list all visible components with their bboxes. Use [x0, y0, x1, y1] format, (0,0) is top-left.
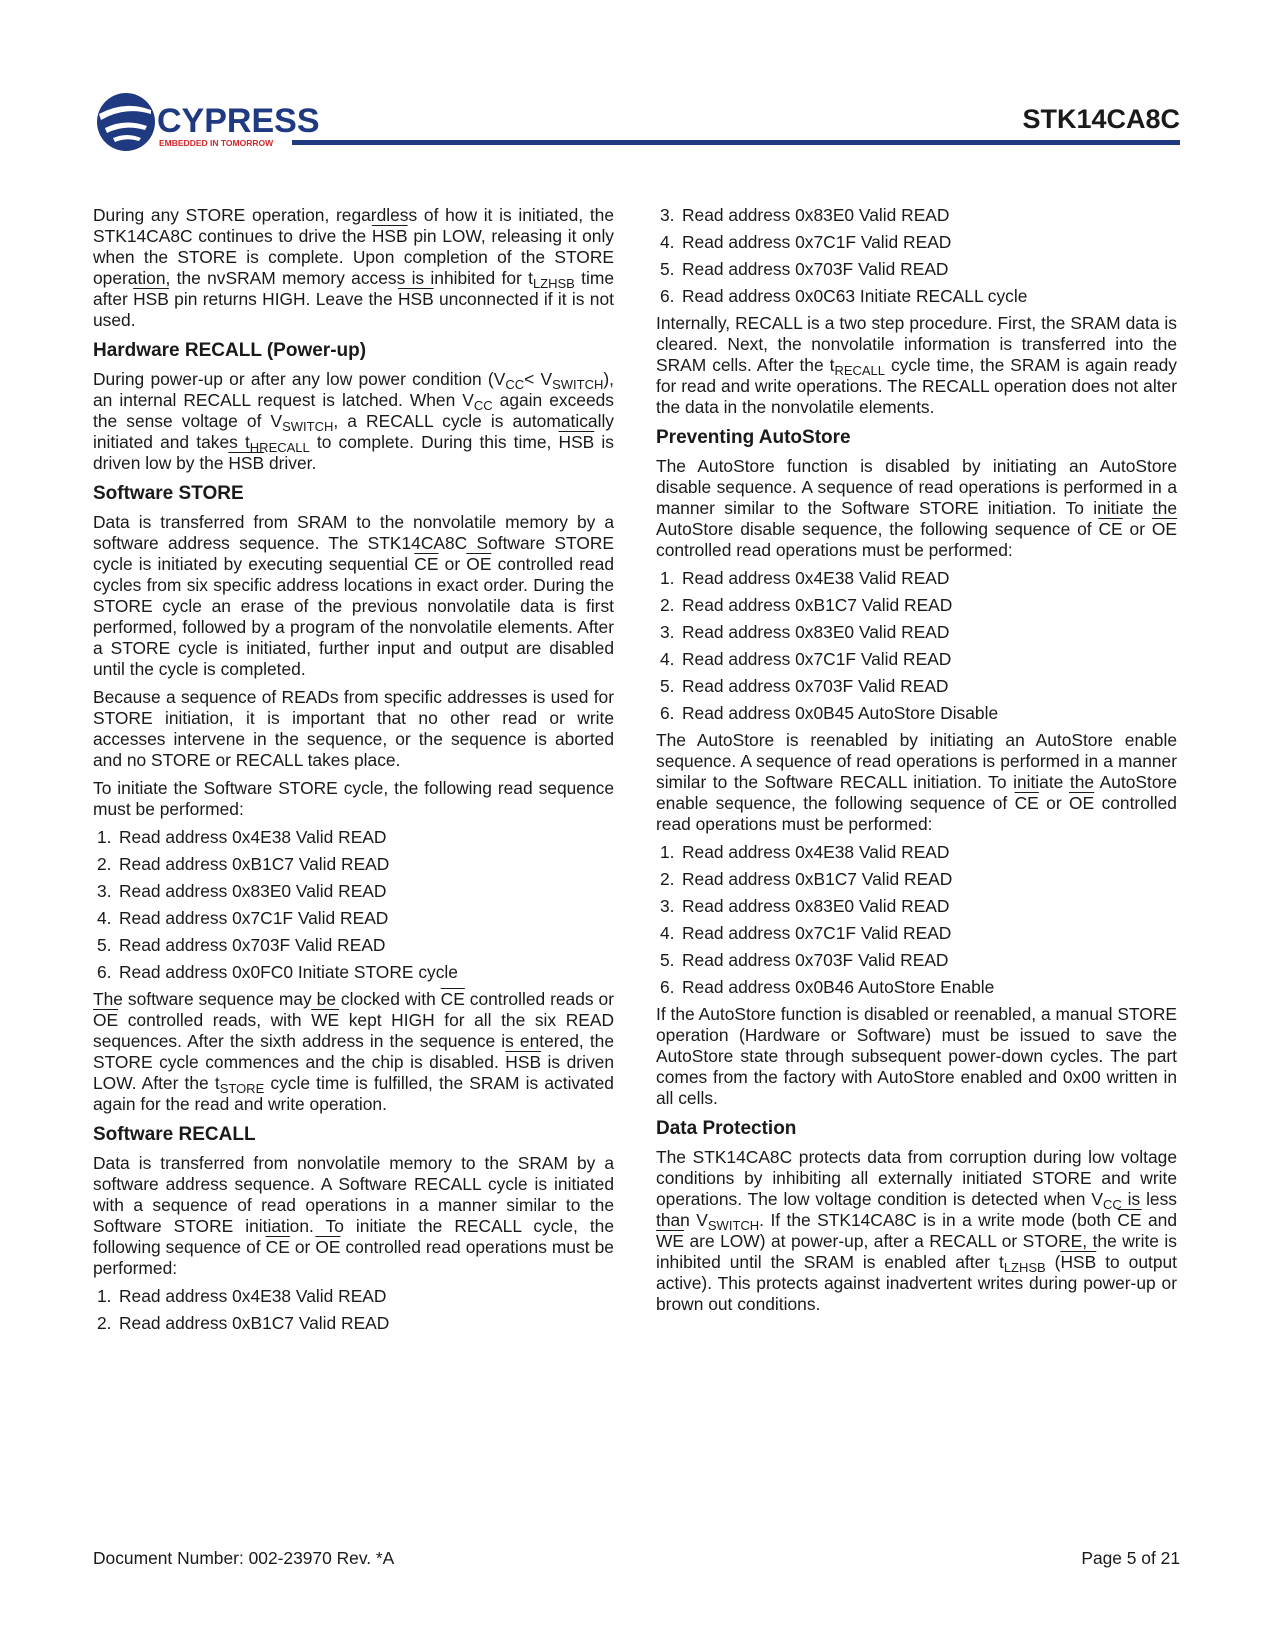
list-item: 1. Read address 0x4E38 Valid READ	[97, 1286, 387, 1306]
list-item: 5. Read address 0x703F Valid READ	[660, 676, 949, 696]
list-item: 5. Read address 0x703F Valid READ	[660, 259, 949, 279]
preventing-autostore-paragraph-1: The AutoStore function is disabled by initiating an AutoStore disable sequence. A sequence of read operations is performed in a manner similar to the Software STORE initiation. To initiate the AutoStore disable sequence, the following sequence of $\overline{CE}$ or $\overline{OE}$ controlled read operations must be performed:	[656, 456, 1177, 560]
brand-tagline: EMBEDDED IN TOMORROW	[159, 138, 274, 148]
list-item: 5. Read address 0x703F Valid READ	[660, 950, 949, 970]
document-title: STK14CA8C	[1022, 104, 1180, 134]
list-item: 6. Read address 0x0B45 AutoStore Disable	[660, 703, 999, 723]
data-protection-paragraph: The STK14CA8C protects data from corruption during low voltage conditions by inhibiting all externally initiated STORE and write operations. The low voltage condition is detected when $V_{CC}$ is less than $V_{SWITCH}$. If the STK14CA8C is in a write mode (both $\overline{CE}$ and $\overline{WE}$ are LOW) at power-up, after a RECALL or STORE, the write is inhibited until the SRAM is enabled after $t_{LZHSB}$ ($\overline{HSB}$ to output active). This protects against inadvertent writes during power-up or brown out conditions.	[656, 1147, 1177, 1314]
list-item: 1. Read address 0x4E38 Valid READ	[97, 827, 387, 847]
software-store-paragraph-3: To initiate the Software STORE cycle, the following read sequence must be performed:	[93, 778, 614, 819]
list-item: 2. Read address 0xB1C7 Valid READ	[660, 595, 953, 615]
software-store-paragraph-4: The software sequence may be clocked with $\overline{CE}$ controlled reads or $\overline{OE}$ controlled reads, with $\overline{WE}$ kept HIGH for all the six READ sequences. After the sixth address in the sequence is entered, the STORE cycle commences and the chip is disabled. $\overline{HSB}$ is driven LOW. After the $t_{STORE}$ cycle time is fulfilled, the SRAM is activated again for the read and write operation.	[93, 989, 615, 1114]
list-item: 4. Read address 0x7C1F Valid READ	[660, 923, 952, 943]
heading-preventing-autostore: Preventing AutoStore	[656, 427, 851, 448]
list-item: 1. Read address 0x4E38 Valid READ	[660, 568, 950, 588]
preventing-autostore-paragraph-2: The AutoStore is reenabled by initiating an AutoStore enable sequence. A sequence of read operations is performed in a manner similar to the Software RECALL initiation. To initiate the AutoStore enable sequence, the following sequence of $\overline{CE}$ or $\overline{OE}$ controlled read operations must be performed:	[656, 730, 1177, 834]
list-item: 3. Read address 0x83E0 Valid READ	[660, 622, 950, 642]
autostore-disable-list	[656, 568, 1177, 724]
preventing-autostore-paragraph-3: If the AutoStore function is disabled or reenabled, a manual STORE operation (Hardware or Software) must be issued to save the AutoStore state through subsequent power-down cycles. The part comes from the factory with AutoStore enabled and 0x00 written in all cells.	[656, 1004, 1177, 1108]
list-item: 2. Read address 0xB1C7 Valid READ	[97, 854, 390, 874]
list-item: 6. Read address 0x0C63 Initiate RECALL cycle	[660, 286, 1028, 306]
heading-hardware-recall: Hardware RECALL (Power-up)	[93, 340, 367, 361]
list-item: 5. Read address 0x703F Valid READ	[97, 935, 386, 955]
list-item: 6. Read address 0x0FC0 Initiate STORE cycle	[97, 962, 458, 982]
cypress-logo	[95, 92, 320, 154]
software-store-paragraph-2: Because a sequence of READs from specific addresses is used for STORE initiation, it is important that no other read or write accesses intervene in the sequence, or the sequence is aborted and no STORE or RECALL takes place.	[93, 687, 614, 770]
list-item: 4. Read address 0x7C1F Valid READ	[97, 908, 389, 928]
store-hsb-paragraph: During any STORE operation, regardless of how it is initiated, the STK14CA8C continues to drive the $\overline{HSB}$ pin LOW, releasing it only when the STORE is complete. Upon completion of the STORE operation, the nvSRAM memory access is inhibited for $t_{LZHSB}$ time after $\overline{HSB}$ pin returns HIGH. Leave the $\overline{HSB}$ unconnected if it is not used.	[93, 205, 614, 330]
header-rule	[292, 140, 1180, 145]
list-item: 3. Read address 0x83E0 Valid READ	[97, 881, 387, 901]
recall-internal-paragraph: Internally, RECALL is a two step procedure. First, the SRAM data is cleared. Next, the nonvolatile information is transferred into the SRAM cells. After the $t_{RECALL}$ cycle time, the SRAM is again ready for read and write operations. The RECALL operation does not alter the data in the nonvolatile elements.	[656, 313, 1177, 417]
list-item: 2. Read address 0xB1C7 Valid READ	[97, 1313, 390, 1333]
list-item: 4. Read address 0x7C1F Valid READ	[660, 232, 952, 252]
left-column	[93, 205, 614, 1340]
recall-sequence-list-continued	[656, 205, 1177, 307]
page-header	[0, 0, 1275, 170]
software-store-paragraph-1: Data is transferred from SRAM to the nonvolatile memory by a software address sequence. The STK14CA8C Software STORE cycle is initiated by executing sequential $\overline{CE}$ or $\overline{OE}$ controlled read cycles from six specific address locations in exact order. During the STORE cycle an erase of the previous nonvolatile data is first performed, followed by a program of the nonvolatile elements. After a STORE cycle is initiated, further input and output are disabled until the cycle is completed.	[93, 512, 615, 679]
recall-sequence-list	[93, 1286, 614, 1334]
list-item: 3. Read address 0x83E0 Valid READ	[660, 205, 950, 225]
list-item: 1. Read address 0x4E38 Valid READ	[660, 842, 950, 862]
list-item: 6. Read address 0x0B46 AutoStore Enable	[660, 977, 995, 997]
hardware-recall-paragraph: During power-up or after any low power condition $(V_{CC}< V_{SWITCH})$, an internal RECALL request is latched. When $V_{CC}$ again exceeds the sense voltage of $V_{SWITCH}$, a RECALL cycle is automatically initiated and takes $t_{HRECALL}$ to complete. During this time, $\overline{HSB}$ is driven low by the $\overline{HSB}$ driver.	[93, 369, 614, 473]
store-sequence-list	[93, 827, 614, 983]
software-recall-paragraph: Data is transferred from nonvolatile memory to the SRAM by a software address sequence. A Software RECALL cycle is initiated with a sequence of read operations in a manner similar to the Software STORE initiation. To initiate the RECALL cycle, the following sequence of $\overline{CE}$ or $\overline{OE}$ controlled read operations must be performed:	[93, 1153, 614, 1278]
page-number: Page 5 of 21	[1081, 1548, 1180, 1568]
list-item: 2. Read address 0xB1C7 Valid READ	[660, 869, 953, 889]
list-item: 3. Read address 0x83E0 Valid READ	[660, 896, 950, 916]
heading-software-recall: Software RECALL	[93, 1124, 256, 1145]
heading-data-protection: Data Protection	[656, 1118, 797, 1139]
list-item: 4. Read address 0x7C1F Valid READ	[660, 649, 952, 669]
brand-name: CYPRESS	[157, 102, 320, 140]
document-number: Document Number: 002-23970 Rev. *A	[93, 1548, 395, 1568]
right-column	[656, 205, 1177, 1322]
heading-software-store: Software STORE	[93, 483, 244, 504]
autostore-enable-list	[656, 842, 1177, 998]
